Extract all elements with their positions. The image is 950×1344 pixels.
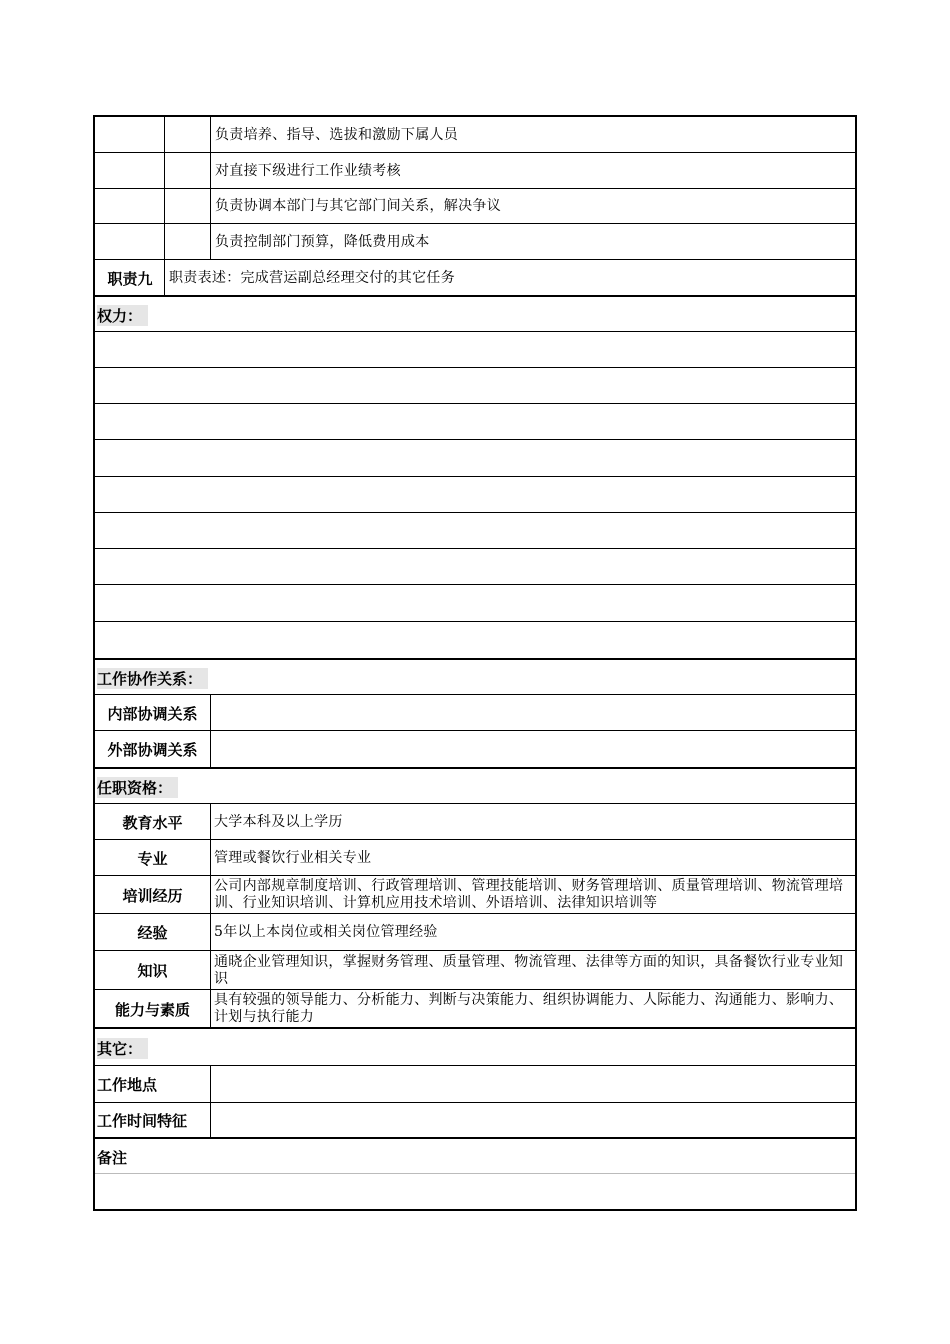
duty-item-row (95, 117, 855, 153)
remarks-title: 备注 (97, 1148, 128, 1167)
qualification-row-major (95, 840, 855, 876)
section-divider (95, 767, 855, 769)
duty-item: 负责培养、指导、选拔和激励下属人员 (215, 126, 459, 143)
section-divider (95, 658, 855, 660)
duty-item-row (95, 224, 855, 260)
qualification-label: 教育水平 (122, 813, 183, 832)
row-divider (95, 512, 855, 513)
row-divider (95, 439, 855, 440)
column-divider (210, 117, 211, 260)
duty-nine-label: 职责九 (107, 269, 153, 288)
section-divider (95, 1137, 855, 1139)
column-divider (210, 695, 211, 768)
internal-coordination-label: 内部协调关系 (107, 704, 198, 723)
qualification-label: 专业 (137, 849, 168, 868)
qualification-value: 通晓企业管理知识，掌握财务管理、质量管理、物流管理、法律等方面的知识，具备餐饮行业专业知识 (214, 953, 844, 987)
qualification-label: 能力与素质 (114, 1000, 190, 1019)
qualification-value: 5年以上本岗位或相关岗位管理经验 (214, 924, 438, 940)
qualification-value: 管理或餐饮行业相关专业 (214, 849, 372, 866)
qualification-row-knowledge (95, 951, 855, 990)
qualification-value: 公司内部规章制度培训、行政管理培训、管理技能培训、财务管理培训、质量管理培训、物流管理培训、行业知识培训、计算机应用技术培训、外语培训、法律知识培训等 (214, 878, 844, 911)
duty-item: 负责控制部门预算，降低费用成本 (215, 233, 430, 250)
qualification-value: 大学本科及以上学历 (214, 813, 343, 830)
qualification-value: 具有较强的领导能力、分析能力、判断与决策能力、组织协调能力、人际能力、沟通能力、影响力、计划与执行能力 (214, 992, 844, 1025)
duty-item-row (95, 153, 855, 189)
row-divider (95, 1102, 855, 1103)
job-description-table (93, 115, 857, 1211)
other-title: 其它： (97, 1038, 148, 1059)
row-divider (95, 223, 855, 224)
row-divider (95, 1065, 855, 1066)
section-divider (95, 295, 855, 297)
row-divider (95, 584, 855, 585)
remarks-value (95, 1174, 855, 1211)
work-location-value (210, 1066, 855, 1103)
work-time-label: 工作时间特征 (97, 1112, 188, 1130)
qualification-row-education (95, 804, 855, 840)
duty-item: 对直接下级进行工作业绩考核 (215, 162, 401, 179)
remarks-body-row (95, 1174, 855, 1211)
work-time-value (210, 1103, 855, 1138)
row-divider (95, 621, 855, 622)
duty-item: 负责协调本部门与其它部门间关系，解决争议 (215, 198, 501, 214)
row-divider (95, 548, 855, 549)
row-divider (95, 188, 855, 189)
row-divider (95, 950, 855, 951)
section-divider (95, 1027, 855, 1029)
qualification-label: 经验 (137, 924, 168, 942)
internal-coordination-row (95, 695, 855, 731)
row-divider (95, 403, 855, 404)
authority-header-row (95, 298, 855, 332)
qualification-row-training (95, 876, 855, 914)
qualification-label: 知识 (137, 962, 168, 980)
row-divider (95, 367, 855, 368)
row-divider (95, 476, 855, 477)
qualifications-title: 任职资格： (97, 777, 178, 798)
row-divider (95, 839, 855, 840)
cooperation-header-row (95, 661, 855, 695)
row-divider (95, 875, 855, 876)
column-divider (210, 804, 211, 1028)
row-divider (95, 259, 855, 260)
column-divider (164, 260, 165, 296)
external-coordination-row (95, 731, 855, 768)
qualifications-header-row (95, 770, 855, 804)
duty-nine-row (95, 260, 855, 296)
external-coordination-value (210, 731, 855, 768)
row-divider (95, 913, 855, 914)
remarks-header-row (95, 1140, 855, 1174)
other-header-row (95, 1030, 855, 1066)
external-coordination-label: 外部协调关系 (107, 741, 198, 759)
work-location-row (95, 1066, 855, 1103)
row-divider (95, 694, 855, 695)
qualification-label: 培训经历 (122, 886, 183, 905)
row-divider (95, 730, 855, 731)
row-divider (95, 989, 855, 990)
duty-nine-text: 职责表述：完成营运副总经理交付的其它任务 (169, 269, 455, 286)
row-divider (95, 803, 855, 804)
row-divider (95, 1173, 855, 1174)
qualification-row-experience (95, 914, 855, 951)
duty-item-row (95, 189, 855, 224)
qualification-row-ability (95, 990, 855, 1028)
authority-title: 权力： (97, 305, 148, 326)
work-time-row (95, 1103, 855, 1138)
column-divider (164, 117, 165, 260)
internal-coordination-value (210, 695, 855, 731)
work-location-label: 工作地点 (97, 1076, 158, 1094)
row-divider (95, 152, 855, 153)
column-divider (210, 1066, 211, 1138)
cooperation-title: 工作协作关系： (97, 668, 208, 689)
row-divider (95, 331, 855, 332)
